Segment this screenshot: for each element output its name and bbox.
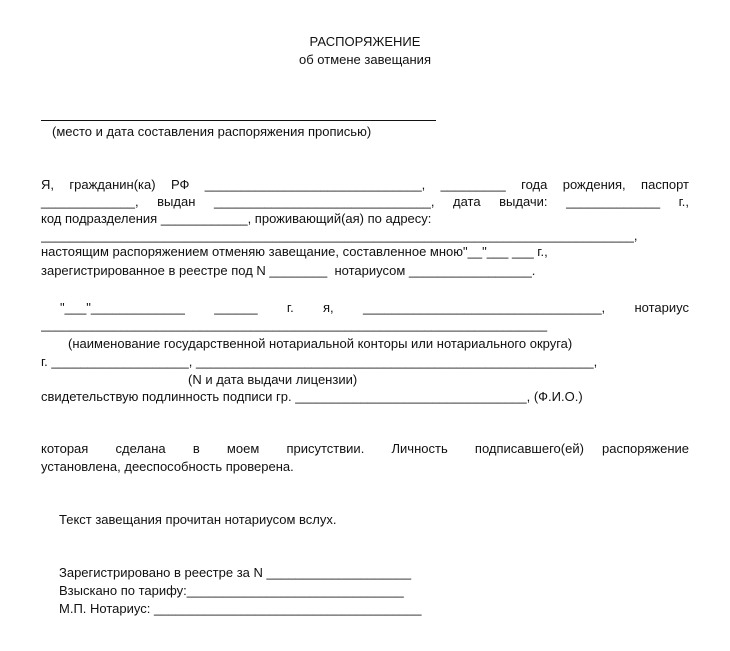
- place-date-caption: (место и дата составления распоряжения прописью): [52, 124, 372, 139]
- tariff-line: Взыскано по тарифу:______________________________: [59, 583, 404, 598]
- license-caption: (N и дата выдачи лицензии): [188, 372, 358, 387]
- division-code-line: код подразделения ____________, проживающий(ая) по адресу:: [41, 211, 432, 226]
- passport-issued-line: _____________, выдан ______________________________, дата выдачи: _____________ г.,: [41, 194, 689, 209]
- presence-paragraph-line1: которая сделана в моем присутствии. Личность подписавшего(ей) распоряжение: [41, 441, 689, 456]
- date-notary-line: "___"_____________ ______ г. я, _________________________________, нотариус: [60, 300, 689, 315]
- document-subtitle: об отмене завещания: [299, 52, 431, 67]
- city-license-line: г. ___________________, _______________________________________________________,: [41, 354, 598, 369]
- registry-notary-line: зарегистрированное в реестре под N ________ нотариусом _________________.: [41, 263, 536, 278]
- notary-signature-line: М.П. Нотариус: _____________________________________: [59, 601, 422, 616]
- place-date-line: [41, 120, 436, 121]
- notary-office-caption: (наименование государственной нотариальной конторы или нотариального округа): [68, 336, 573, 351]
- presence-paragraph-line2: установлена, дееспособность проверена.: [41, 459, 294, 474]
- notary-office-line: ______________________________________________________________________: [41, 317, 548, 332]
- registry-number-line: Зарегистрировано в реестре за N ____________________: [59, 565, 412, 580]
- signature-certification-line: свидетельствую подлинность подписи гр. ________________________________, (Ф.И.О.): [41, 389, 583, 404]
- revocation-line: настоящим распоряжением отменяю завещание, составленное мною"__"___ ___ г.,: [41, 244, 548, 259]
- document-title: РАСПОРЯЖЕНИЕ: [309, 34, 421, 49]
- citizen-line: Я, гражданин(ка) РФ ______________________________, _________ года рождения, паспорт: [41, 177, 689, 192]
- read-aloud-statement: Текст завещания прочитан нотариусом вслух.: [59, 512, 337, 527]
- address-line: __________________________________________________________________________________,: [41, 228, 638, 243]
